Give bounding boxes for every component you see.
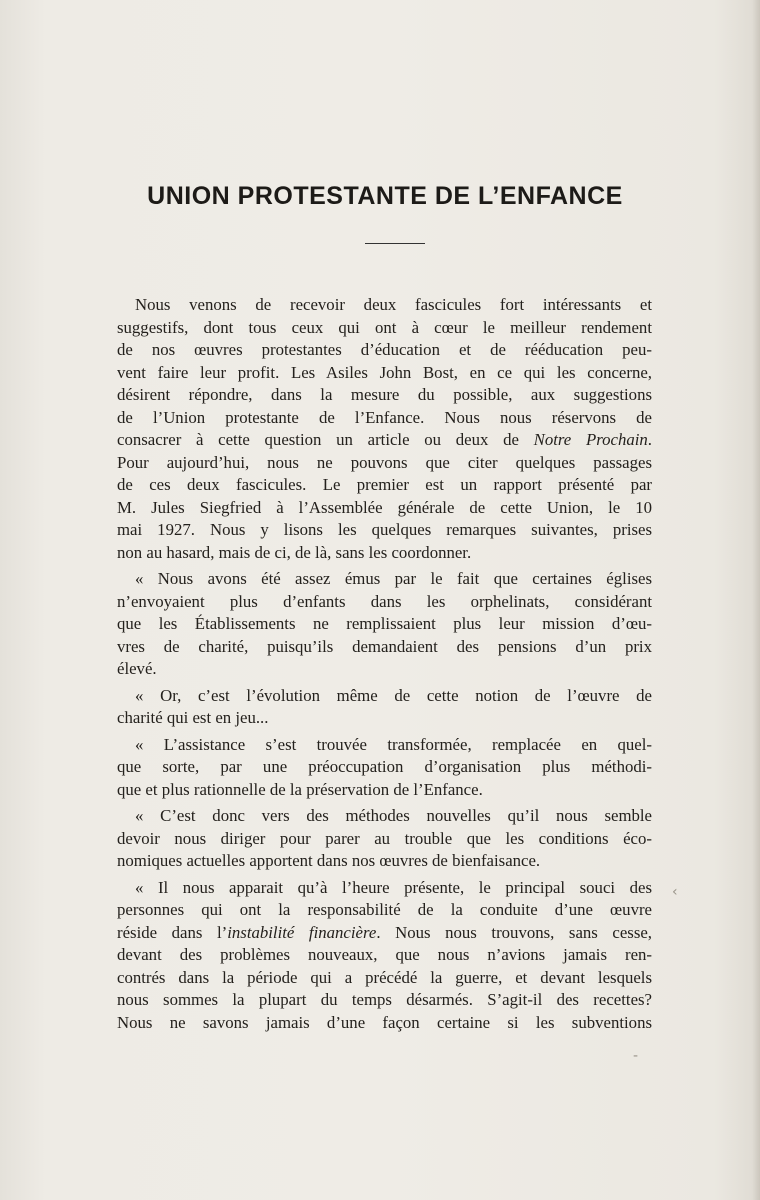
text-line: suggestifs, dont tous ceux qui ont à cœur le meilleur rendement: [117, 317, 652, 337]
text-line: désirent répondre, dans la mesure du possible, aux suggestions: [117, 385, 652, 404]
text-line: nomiques actuelles apportent dans nos œuvres de bienfaisance.: [117, 851, 541, 870]
paragraph-quote: [117, 805, 652, 873]
paragraph-intro: [117, 294, 652, 564]
text-line: personnes qui ont la responsabilité de la conduite d’une œuvre: [117, 900, 652, 919]
text-line: consacrer à cette question un article ou deux de Notre Prochain.: [117, 430, 652, 449]
italic-phrase: instabilité financière: [227, 922, 377, 942]
text-line: « Il nous apparait qu’à l’heure présente, le principal souci des: [135, 877, 652, 897]
text-line: que et plus rationnelle de la préservation de l’Enfance.: [117, 779, 483, 799]
text-line: devoir nous diriger pour parer au trouble que les conditions éco-: [117, 828, 652, 848]
text-line: charité qui est en jeu...: [117, 708, 269, 727]
text-line: devant des problèmes nouveaux, que nous n’avions jamais ren-: [117, 945, 652, 964]
title-divider: [365, 243, 425, 244]
text-line: de ces deux fascicules. Le premier est un rapport présenté par: [117, 475, 652, 494]
text-line: vent faire leur profit. Les Asiles John Bost, en ce qui les concerne,: [117, 362, 652, 382]
text-line: vres de charité, puisqu’ils demandaient des pensions d’un prix: [117, 636, 652, 656]
text-line: non au hasard, mais de ci, de là, sans les coordonner.: [117, 542, 472, 562]
paragraph-quote: [117, 568, 652, 681]
text-line: « Nous avons été assez émus par le fait que certaines églises: [135, 569, 652, 588]
text-line: réside dans l’instabilité financière. Nous nous trouvons, sans cesse,: [117, 922, 652, 942]
text-line: n’envoyaient plus d’enfants dans les orphelinats, considérant: [117, 591, 652, 611]
text-line: « L’assistance s’est trouvée transformée, remplacée en quel-: [135, 734, 652, 754]
italic-phrase: Notre Prochain: [533, 430, 648, 449]
text-line: Nous venons de recevoir deux fascicules fort intéressants et: [135, 295, 652, 314]
text-line: élevé.: [117, 659, 157, 678]
text-line: mai 1927. Nous y lisons les quelques remarques suivantes, prises: [117, 520, 652, 539]
text-line: que les Établissements ne remplissaient plus leur mission d’œu-: [117, 614, 652, 633]
page-title: UNION PROTESTANTE DE L’ENFANCE: [147, 182, 623, 210]
text-line: M. Jules Siegfried à l’Assemblée générale de cette Union, le 10: [117, 497, 652, 517]
body-text: [117, 294, 652, 1038]
text-line: « Or, c’est l’évolution même de cette notion de l’œuvre de: [135, 685, 652, 705]
text-line: que sorte, par une préoccupation d’organisation plus méthodi-: [117, 757, 652, 776]
text-line: Nous ne savons jamais d’une façon certaine si les subventions: [117, 1012, 652, 1032]
text-line: Pour aujourd’hui, nous ne pouvons que citer quelques passages: [117, 452, 652, 472]
text-line: de l’Union protestante de l’Enfance. Nous nous réservons de: [117, 407, 652, 427]
text-line: de nos œuvres protestantes d’éducation et de rééducation peu-: [117, 340, 652, 359]
text-line: « C’est donc vers des méthodes nouvelles qu’il nous semble: [135, 806, 652, 825]
margin-mark: -: [633, 1048, 639, 1064]
margin-mark: ‹: [672, 884, 678, 900]
paragraph-quote: [117, 877, 652, 1035]
paragraph-quote: [117, 685, 652, 730]
text-line: contrés dans la période qui a précédé la guerre, et devant lesquels: [117, 967, 652, 987]
text-line: nous sommes la plupart du temps désarmés. S’agit-il des recettes?: [117, 990, 652, 1009]
paragraph-quote: [117, 734, 652, 802]
